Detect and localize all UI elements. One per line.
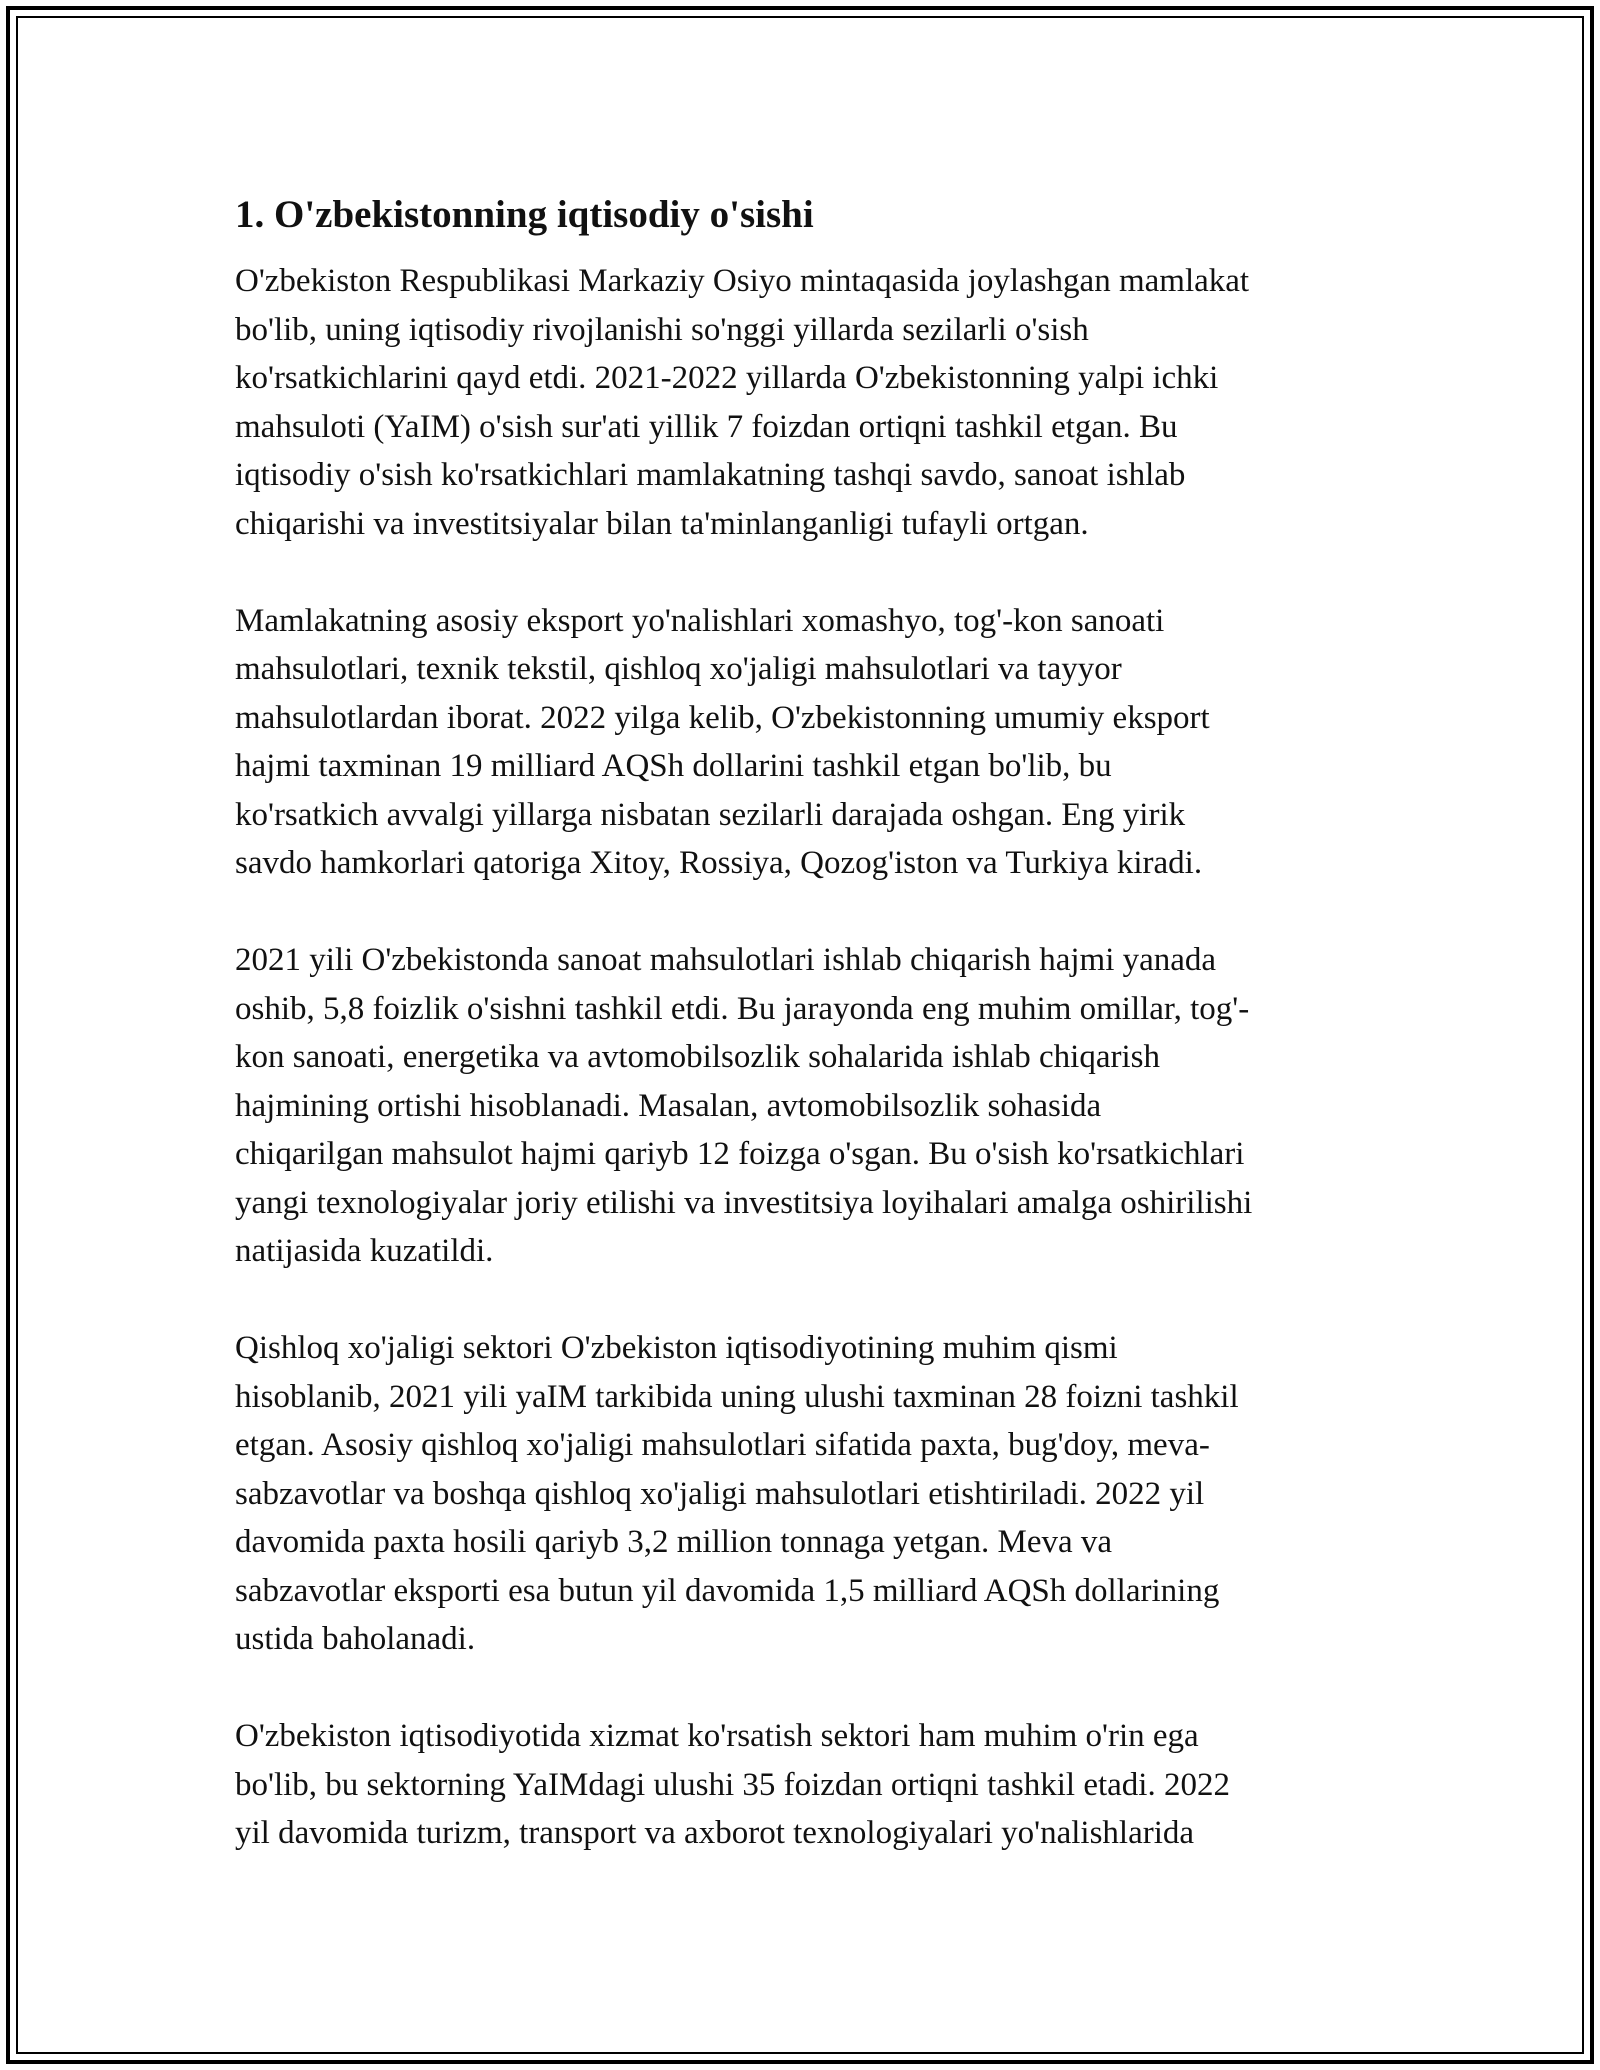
text-line: hajmi taxminan 19 milliard AQSh dollarini tashkil etgan bo'lib, bu xyxy=(235,748,1112,784)
paragraph xyxy=(235,936,1375,1276)
text-line: savdo hamkorlari qatoriga Xitoy, Rossiya, Qozog'iston va Turkiya kiradi. xyxy=(235,845,1203,881)
paragraph xyxy=(235,1324,1375,1664)
text-line: O'zbekiston Respublikasi Markaziy Osiyo mintaqasida joylashgan mamlakat xyxy=(235,263,1250,299)
text-line: davomida paxta hosili qariyb 3,2 million tonnaga yetgan. Meva va xyxy=(235,1524,1113,1560)
text-line: ko'rsatkich avvalgi yillarga nisbatan sezilarli darajada oshgan. Eng yirik xyxy=(235,796,1186,833)
text-line: yangi texnologiyalar joriy etilishi va investitsiya loyihalari amalga oshirilishi xyxy=(235,1184,1253,1221)
text-line: hisoblanib, 2021 yili yaIM tarkibida uning ulushi taxminan 28 foizni tashkil xyxy=(235,1378,1239,1415)
text-line: kon sanoati, energetika va avtomobilsozlik sohalarida ishlab chiqarish xyxy=(235,1039,1160,1075)
text-line: mahsulotlari, texnik tekstil, qishloq xo'jaligi mahsulotlari va tayyor xyxy=(235,651,1122,687)
text-line: ustida baholanadi. xyxy=(235,1621,476,1657)
text-line: yil davomida turizm, transport va axborot texnologiyalari yo'nalishlarida xyxy=(235,1815,1195,1851)
text-line: sabzavotlar va boshqa qishloq xo'jaligi mahsulotlari etishtiriladi. 2022 yil xyxy=(235,1475,1205,1512)
text-line: 2021 yili O'zbekistonda sanoat mahsulotlari ishlab chiqarish hajmi yanada xyxy=(235,942,1217,978)
text-line: sabzavotlar eksporti esa butun yil davomida 1,5 milliard AQSh dollarining xyxy=(235,1572,1220,1609)
section-heading: 1. O'zbekistonning iqtisodiy o'sishi xyxy=(235,193,814,236)
paragraph xyxy=(235,597,1375,888)
text-line: Mamlakatning asosiy eksport yo'nalishlari xomashyo, tog'-kon sanoati xyxy=(235,602,1165,639)
text-line: O'zbekiston iqtisodiyotida xizmat ko'rsatish sektori ham muhim o'rin ega xyxy=(235,1718,1199,1754)
text-line: bo'lib, uning iqtisodiy rivojlanishi so'nggi yillarda sezilarli o'sish xyxy=(235,311,1089,348)
text-line: bo'lib, bu sektorning YaIMdagi ulushi 35 foizdan ortiqni tashkil etadi. 2022 xyxy=(235,1766,1230,1803)
text-line: ko'rsatkichlarini qayd etdi. 2021-2022 yillarda O'zbekistonning yalpi ichki xyxy=(235,360,1219,396)
paragraph xyxy=(235,1712,1375,1858)
text-line: chiqarilgan mahsulot hajmi qariyb 12 foizga o'sgan. Bu o'sish ko'rsatkichlari xyxy=(235,1136,1245,1172)
text-line: mahsulotlardan iborat. 2022 yilga kelib, O'zbekistonning umumiy eksport xyxy=(235,699,1210,736)
text-line: chiqarishi va investitsiyalar bilan ta'minlanganligi tufayli ortgan. xyxy=(235,505,1089,542)
text-line: iqtisodiy o'sish ko'rsatkichlari mamlakatning tashqi savdo, sanoat ishlab xyxy=(235,457,1186,493)
text-line: natijasida kuzatildi. xyxy=(235,1233,494,1269)
text-line: oshib, 5,8 foizlik o'sishni tashkil etdi. Bu jarayonda eng muhim omillar, tog'- xyxy=(235,990,1250,1027)
paragraph xyxy=(235,257,1375,548)
text-line: mahsuloti (YaIM) o'sish sur'ati yillik 7 foizdan ortiqni tashkil etgan. Bu xyxy=(235,408,1178,445)
text-line: hajmining ortishi hisoblanadi. Masalan, avtomobilsozlik sohasida xyxy=(235,1087,1102,1124)
paragraph-list xyxy=(235,257,1375,1858)
text-line: etgan. Asosiy qishloq xo'jaligi mahsulotlari sifatida paxta, bug'doy, meva- xyxy=(235,1427,1210,1463)
text-line: Qishloq xo'jaligi sektori O'zbekiston iqtisodiyotining muhim qismi xyxy=(235,1330,1118,1366)
document-body xyxy=(235,185,1375,1858)
